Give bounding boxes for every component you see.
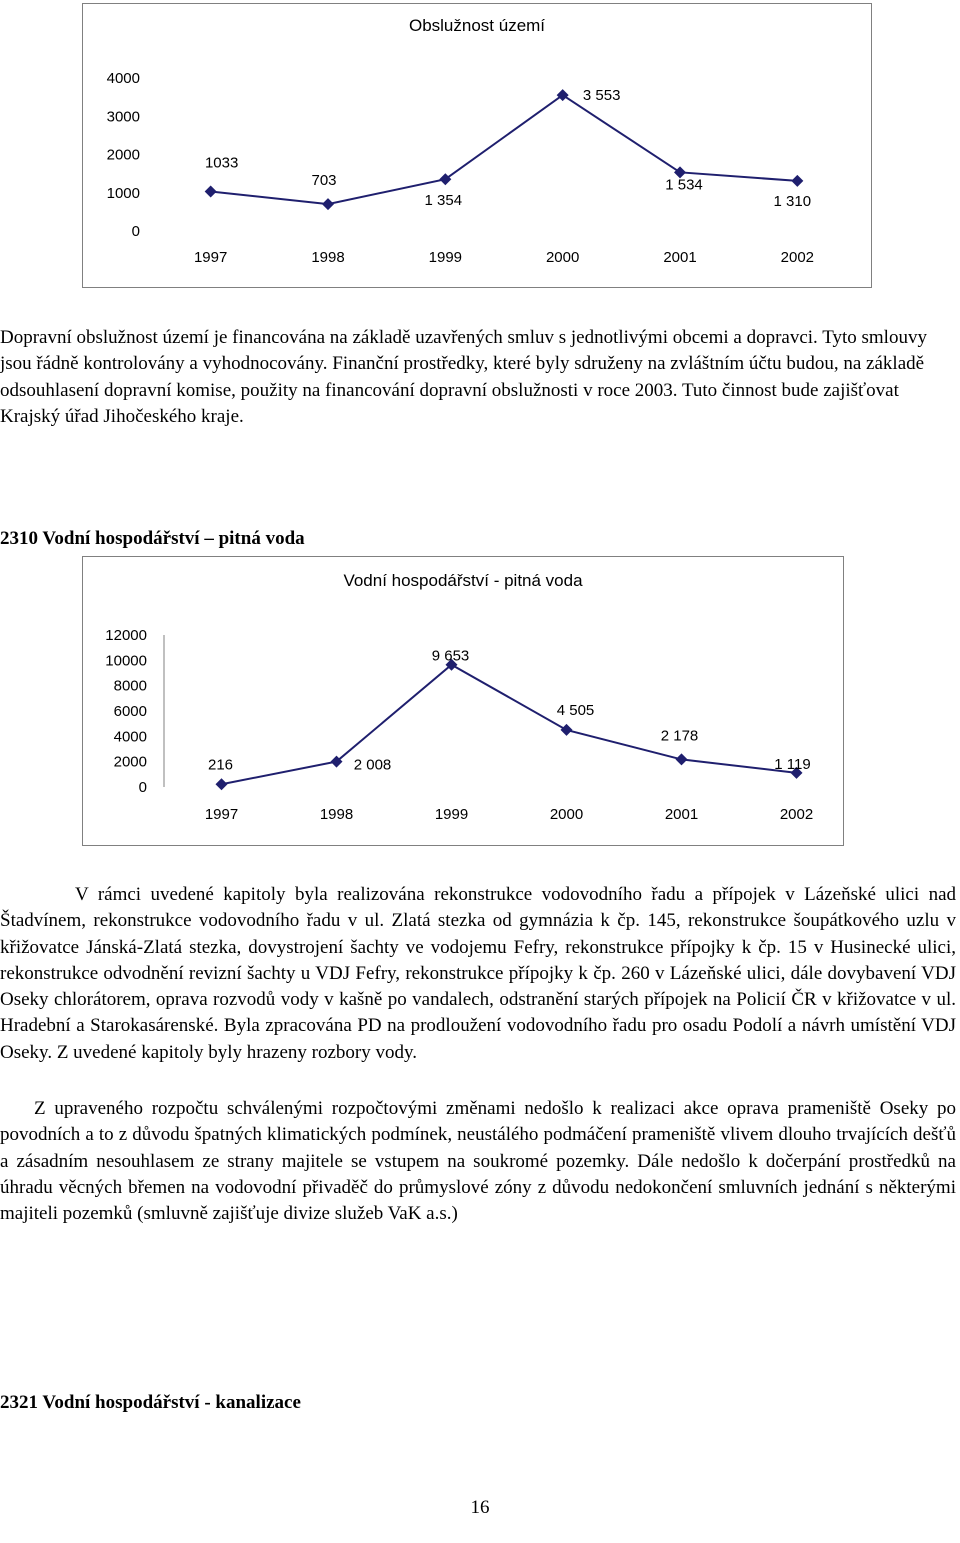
paragraph-dopravni-obsluznost: Dopravní obslužnost území je financována na základě uzavřených smluv s jednotlivými obcemi a dopravci. Tyto smlouvy jsou řádně kontrolovány a vyhodnocovány. Finanční prostředky, které byly sdruženy na zvláštním účtu budou, na základě odsouhlasení dopravní komise, použity na financování dopravní obslužnosti v roce 2003. Tuto činnost bude zajišťovat Krajský úřad Jihočeského kraje. <box>0 327 927 427</box>
chart-plot <box>83 557 845 847</box>
x-tick-label: 2001 <box>664 806 699 823</box>
chart-pitna-voda <box>82 556 844 846</box>
data-point-marker <box>205 185 217 197</box>
y-tick-label: 0 <box>138 779 147 796</box>
y-tick-label: 1000 <box>106 184 140 202</box>
y-tick-label: 12000 <box>105 627 147 644</box>
data-label: 1033 <box>204 154 239 172</box>
x-tick-label: 2000 <box>549 806 584 823</box>
data-point-marker <box>561 724 573 736</box>
data-label: 1 354 <box>424 192 463 210</box>
x-tick-label: 1998 <box>319 806 354 823</box>
x-tick-label: 1997 <box>204 806 239 823</box>
data-point-marker <box>322 198 334 210</box>
paragraph-realizace <box>0 882 956 1066</box>
y-tick-label: 4000 <box>113 728 147 746</box>
chart-obsluznost <box>82 3 872 288</box>
paragraph-neprovedene-text: Z upraveného rozpočtu schválenými rozpočtovými změnami nedošlo k realizaci akce oprava prameniště Oseky po povodních a to z důvodu špatných klimatických podmínek, neustálého podmáčení prameniště vlivem dlouho trvajících dešťů a zásadním nesouhlasem ze strany majitele se vstupem na soukromé pozemky. Dále nedošlo k dočerpání prostředků na úhradu věcných břemen na vodovodní přivaděč do průmyslové zóny z důvodu nedokončení smluvních jednání s některými majiteli pozemků (smluvně zajišťuje divize služeb VaK a.s.) <box>0 1098 956 1225</box>
x-tick-label: 2002 <box>780 249 815 266</box>
y-tick-label: 4000 <box>106 70 140 87</box>
paragraph-neprovedene <box>0 1096 956 1227</box>
data-label: 2 178 <box>660 727 699 745</box>
data-label: 1 534 <box>665 176 703 194</box>
data-label: 1 310 <box>773 192 812 210</box>
x-tick-label: 1999 <box>428 249 463 266</box>
y-tick-label: 10000 <box>105 652 147 670</box>
y-tick-label: 2000 <box>113 753 147 771</box>
data-label: 4 505 <box>556 701 595 719</box>
x-tick-label: 2002 <box>779 806 814 823</box>
x-tick-label: 1998 <box>311 249 345 266</box>
x-tick-label: 2001 <box>663 249 697 266</box>
data-point-marker <box>216 778 228 790</box>
chart-plot <box>83 4 873 289</box>
section-heading-kanalizace: 2321 Vodní hospodářství - kanalizace <box>0 1392 301 1413</box>
x-tick-label: 2000 <box>545 249 580 266</box>
data-label: 2 008 <box>353 756 392 774</box>
data-label: 3 553 <box>582 87 621 105</box>
data-label: 1 119 <box>774 755 811 773</box>
chart-title: Vodní hospodářství - pitná voda <box>343 571 583 590</box>
data-label: 9 653 <box>431 647 470 665</box>
y-tick-label: 2000 <box>106 146 140 164</box>
y-tick-label: 0 <box>131 223 140 240</box>
y-tick-label: 3000 <box>106 108 140 126</box>
data-label: 216 <box>207 756 234 774</box>
x-tick-label: 1997 <box>193 249 228 266</box>
data-label: 703 <box>311 172 337 190</box>
series-line <box>222 665 797 785</box>
data-point-marker <box>676 753 688 765</box>
data-point-marker <box>791 175 803 187</box>
page-number: 16 <box>470 1497 490 1518</box>
y-tick-label: 8000 <box>113 677 147 695</box>
x-tick-label: 1999 <box>434 806 469 823</box>
y-tick-label: 6000 <box>113 703 147 720</box>
chart-title: Obslužnost území <box>408 16 546 35</box>
series-line <box>211 95 798 204</box>
paragraph-realizace-text: V rámci uvedené kapitoly byla realizována rekonstrukce vodovodního řadu a přípojek v Lázeňské ulici nad Štadvínem, rekonstrukce vodovodního řadu v ul. Zlatá stezka od gymnázia k čp. 145, rekonstrukce šoupátkového uzlu v křižovatce Jánská-Zlatá stezka, dovystrojení šachty ve vodojemu Fefry, rekonstrukce přípojky k čp. 15 v Husinecké ulici, rekonstrukce odvodnění revizní šachty u VDJ Fefry, rekonstrukce přípojky k čp. 260 v Lázeňské ulici, dále dovybavení VDJ Oseky chlorátorem, oprava rozvodů vody v kašně po vandalech, odstranění starých přípojek na Policií ČR v křižovatce v ul. Hradební a Starokasárenské. Byla zpracována PD na prodloužení vodovodního řadu pro osadu Podolí a návrh umístění VDJ Oseky. Z uvedené kapitoly byly hrazeny rozbory vody. <box>0 884 956 1063</box>
section-heading-pitna-voda: 2310 Vodní hospodářství – pitná voda <box>0 528 305 549</box>
